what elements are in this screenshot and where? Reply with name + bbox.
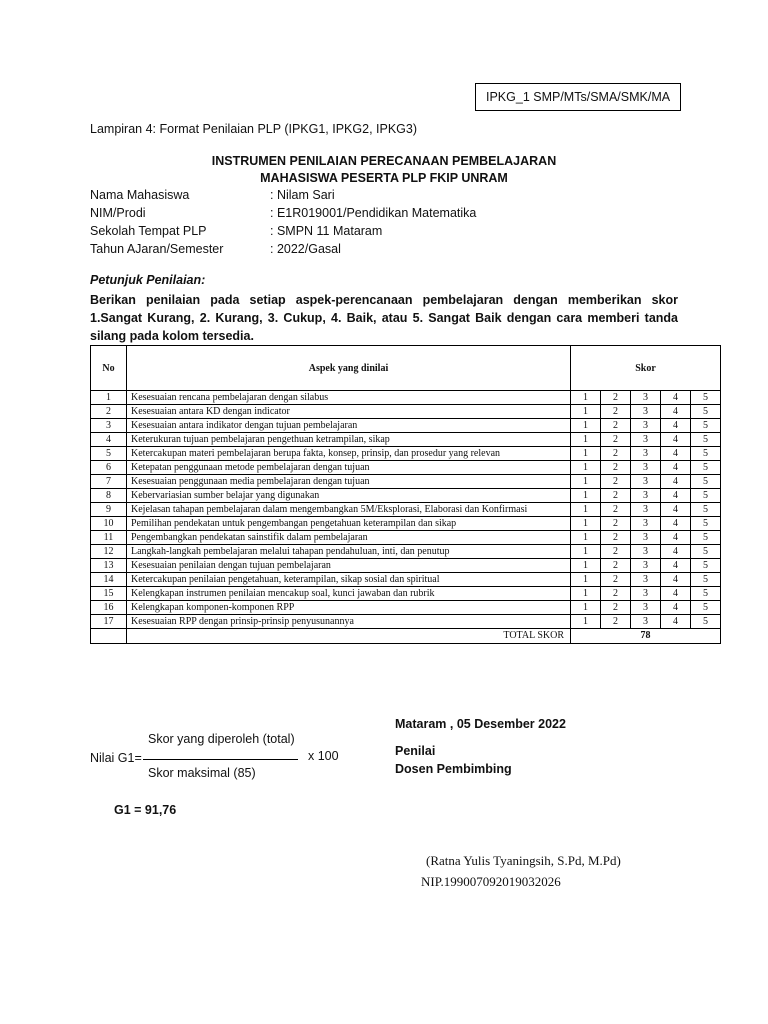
score-option-1[interactable]: 1 (571, 601, 601, 615)
score-option-4[interactable]: 4 (661, 587, 691, 601)
document-title-line1: INSTRUMEN PENILAIAN PERECANAAN PEMBELAJARAN (211, 154, 557, 168)
row-aspect: Ketercakupan materi pembelajaran berupa fakta, konsep, prinsip, dan prosedur yang relevan (127, 447, 571, 461)
row-number: 15 (91, 587, 127, 601)
row-number: 5 (91, 447, 127, 461)
document-title-line2: MAHASISWA PESERTA PLP FKIP UNRAM (260, 171, 508, 185)
row-aspect: Kesesuaian penilaian dengan tujuan pembelajaran (127, 559, 571, 573)
score-option-3[interactable]: 3 (631, 587, 661, 601)
score-option-3[interactable]: 3 (631, 573, 661, 587)
row-number: 4 (91, 433, 127, 447)
table-row (91, 433, 721, 447)
score-option-2[interactable]: 2 (601, 559, 631, 573)
info-label: Sekolah Tempat PLP (90, 224, 207, 238)
info-value: : 2022/Gasal (270, 242, 341, 256)
score-option-4[interactable]: 4 (661, 531, 691, 545)
table-row (91, 559, 721, 573)
row-aspect: Langkah-langkah pembelajaran melalui tahapan pendahuluan, inti, dan penutup (127, 545, 571, 559)
score-option-2[interactable]: 2 (601, 433, 631, 447)
row-number: 10 (91, 517, 127, 531)
score-option-1[interactable]: 1 (571, 447, 601, 461)
score-option-2[interactable]: 2 (601, 587, 631, 601)
table-row (91, 391, 721, 405)
score-option-3[interactable]: 3 (631, 517, 661, 531)
score-option-5[interactable]: 5 (691, 489, 721, 503)
score-option-5[interactable]: 5 (691, 545, 721, 559)
score-option-1[interactable]: 1 (571, 391, 601, 405)
table-row (91, 503, 721, 517)
score-option-4[interactable]: 4 (661, 545, 691, 559)
score-option-4[interactable]: 4 (661, 573, 691, 587)
table-row (91, 531, 721, 545)
score-option-2[interactable]: 2 (601, 503, 631, 517)
score-option-4[interactable]: 4 (661, 391, 691, 405)
table-row (91, 447, 721, 461)
score-table (90, 345, 721, 644)
total-score-label: TOTAL SKOR (127, 629, 571, 644)
total-row (91, 629, 721, 644)
row-number: 1 (91, 391, 127, 405)
appendix-label: Lampiran 4: Format Penilaian PLP (IPKG1, IPKG2, IPKG3) (90, 122, 418, 136)
table-row (91, 419, 721, 433)
row-number: 16 (91, 601, 127, 615)
score-option-2[interactable]: 2 (601, 447, 631, 461)
row-aspect: Kebervariasian sumber belajar yang digunakan (127, 489, 571, 503)
row-aspect: Ketepatan penggunaan metode pembelajaran dengan tujuan (127, 461, 571, 475)
score-option-2[interactable]: 2 (601, 615, 631, 629)
score-option-3[interactable]: 3 (631, 615, 661, 629)
score-option-5[interactable]: 5 (691, 461, 721, 475)
formula-numerator: Skor yang diperoleh (total) (148, 732, 295, 746)
score-option-1[interactable]: 1 (571, 419, 601, 433)
table-header-row (91, 346, 721, 391)
table-body (91, 391, 721, 644)
score-option-5[interactable]: 5 (691, 391, 721, 405)
score-option-4[interactable]: 4 (661, 405, 691, 419)
score-option-1[interactable]: 1 (571, 461, 601, 475)
score-option-2[interactable]: 2 (601, 545, 631, 559)
score-option-3[interactable]: 3 (631, 447, 661, 461)
row-aspect: Kesesuaian antara KD dengan indicator (127, 405, 571, 419)
formula-label: Nilai G1= (90, 751, 142, 765)
score-option-5[interactable]: 5 (691, 433, 721, 447)
score-option-5[interactable]: 5 (691, 517, 721, 531)
info-value: : Nilam Sari (270, 188, 335, 202)
form-code-box: IPKG_1 SMP/MTs/SMA/SMK/MA (475, 83, 681, 111)
score-option-4[interactable]: 4 (661, 503, 691, 517)
score-option-5[interactable]: 5 (691, 447, 721, 461)
instructions-title: Petunjuk Penilaian: (90, 273, 206, 287)
score-option-1[interactable]: 1 (571, 559, 601, 573)
score-option-3[interactable]: 3 (631, 601, 661, 615)
row-aspect: Keterukuran tujuan pembelajaran pengethuan ketrampilan, sikap (127, 433, 571, 447)
table-row (91, 461, 721, 475)
row-number: 2 (91, 405, 127, 419)
row-aspect: Kesesuaian RPP dengan prinsip-prinsip penyusunannya (127, 615, 571, 629)
table-row (91, 545, 721, 559)
score-option-3[interactable]: 3 (631, 531, 661, 545)
header-aspect: Aspek yang dinilai (127, 346, 571, 391)
score-option-5[interactable]: 5 (691, 573, 721, 587)
info-label: Tahun AJaran/Semester (90, 242, 224, 256)
row-number: 6 (91, 461, 127, 475)
row-aspect: Pengembangkan pendekatan sainstifik dalam pembelajaran (127, 531, 571, 545)
score-option-1[interactable]: 1 (571, 545, 601, 559)
score-option-2[interactable]: 2 (601, 573, 631, 587)
row-number: 11 (91, 531, 127, 545)
score-option-5[interactable]: 5 (691, 503, 721, 517)
score-option-1[interactable]: 1 (571, 615, 601, 629)
score-option-3[interactable]: 3 (631, 559, 661, 573)
score-option-2[interactable]: 2 (601, 405, 631, 419)
row-aspect: Ketercakupan penilaian pengetahuan, keterampilan, sikap sosial dan spiritual (127, 573, 571, 587)
score-option-3[interactable]: 3 (631, 489, 661, 503)
row-number: 9 (91, 503, 127, 517)
assessor-label: Penilai (395, 744, 436, 758)
score-option-3[interactable]: 3 (631, 461, 661, 475)
score-option-4[interactable]: 4 (661, 447, 691, 461)
header-no: No (91, 346, 127, 391)
score-option-3[interactable]: 3 (631, 419, 661, 433)
score-option-3[interactable]: 3 (631, 503, 661, 517)
score-option-5[interactable]: 5 (691, 559, 721, 573)
signer-nip: NIP.199007092019032026 (421, 874, 561, 889)
score-option-5[interactable]: 5 (691, 615, 721, 629)
table-row (91, 405, 721, 419)
row-number: 13 (91, 559, 127, 573)
score-option-3[interactable]: 3 (631, 545, 661, 559)
score-option-3[interactable]: 3 (631, 475, 661, 489)
score-option-5[interactable]: 5 (691, 587, 721, 601)
score-option-5[interactable]: 5 (691, 405, 721, 419)
row-aspect: Pemilihan pendekatan untuk pengembangan pengetahuan keterampilan dan sikap (127, 517, 571, 531)
score-option-5[interactable]: 5 (691, 601, 721, 615)
score-option-4[interactable]: 4 (661, 559, 691, 573)
total-empty-cell (91, 629, 127, 644)
score-option-3[interactable]: 3 (631, 391, 661, 405)
row-aspect: Kesesuaian penggunaan media pembelajaran dengan tujuan (127, 475, 571, 489)
score-option-2[interactable]: 2 (601, 601, 631, 615)
place-date: Mataram , 05 Desember 2022 (395, 717, 566, 731)
score-option-2[interactable]: 2 (601, 461, 631, 475)
score-option-2[interactable]: 2 (601, 391, 631, 405)
score-option-4[interactable]: 4 (661, 433, 691, 447)
row-number: 12 (91, 545, 127, 559)
row-number: 8 (91, 489, 127, 503)
score-option-1[interactable]: 1 (571, 405, 601, 419)
score-option-4[interactable]: 4 (661, 615, 691, 629)
score-option-5[interactable]: 5 (691, 419, 721, 433)
score-option-3[interactable]: 3 (631, 433, 661, 447)
table-row (91, 573, 721, 587)
info-label: NIM/Prodi (90, 206, 146, 220)
score-option-1[interactable]: 1 (571, 531, 601, 545)
row-number: 14 (91, 573, 127, 587)
score-option-3[interactable]: 3 (631, 405, 661, 419)
supervisor-label: Dosen Pembimbing (395, 762, 512, 776)
signer-name: (Ratna Yulis Tyaningsih, S.Pd, M.Pd) (426, 853, 621, 868)
score-option-2[interactable]: 2 (601, 419, 631, 433)
score-option-4[interactable]: 4 (661, 517, 691, 531)
info-value: : E1R019001/Pendidikan Matematika (270, 206, 477, 220)
g1-result: G1 = 91,76 (114, 803, 177, 817)
instructions-text: Berikan penilaian pada setiap aspek-perencanaan pembelajaran dengan memberikan skor 1.Sangat Kurang, 2. Kurang, 3. Cukup, 4. Baik, atau 5. Sangat Baik dengan cara memberi tanda silang pada kolom tersedia. (90, 293, 678, 343)
score-option-2[interactable]: 2 (601, 475, 631, 489)
score-option-1[interactable]: 1 (571, 475, 601, 489)
table-row (91, 615, 721, 629)
formula-denominator: Skor maksimal (85) (148, 766, 256, 780)
header-score: Skor (571, 346, 721, 391)
score-option-1[interactable]: 1 (571, 433, 601, 447)
total-score-value: 78 (571, 629, 721, 644)
score-option-4[interactable]: 4 (661, 489, 691, 503)
score-option-2[interactable]: 2 (601, 489, 631, 503)
row-number: 17 (91, 615, 127, 629)
info-value: : SMPN 11 Mataram (270, 224, 383, 238)
score-option-2[interactable]: 2 (601, 531, 631, 545)
table-row (91, 587, 721, 601)
row-number: 3 (91, 419, 127, 433)
score-option-5[interactable]: 5 (691, 531, 721, 545)
row-aspect: Kesesuaian rencana pembelajaran dengan silabus (127, 391, 571, 405)
row-aspect: Kelengkapan instrumen penilaian mencakup soal, kunci jawaban dan rubrik (127, 587, 571, 601)
table-row (91, 517, 721, 531)
table-row (91, 489, 721, 503)
table-row (91, 475, 721, 489)
score-option-1[interactable]: 1 (571, 517, 601, 531)
row-aspect: Kejelasan tahapan pembelajaran dalam mengembangkan 5M/Eksplorasi, Elaborasi dan Konfirmasi (127, 503, 571, 517)
score-option-4[interactable]: 4 (661, 475, 691, 489)
fraction-line (143, 759, 298, 760)
score-option-5[interactable]: 5 (691, 475, 721, 489)
score-option-1[interactable]: 1 (571, 587, 601, 601)
formula-multiplier: x 100 (308, 749, 339, 763)
score-option-2[interactable]: 2 (601, 517, 631, 531)
table-row (91, 601, 721, 615)
score-option-1[interactable]: 1 (571, 573, 601, 587)
score-option-1[interactable]: 1 (571, 503, 601, 517)
score-option-4[interactable]: 4 (661, 419, 691, 433)
info-label: Nama Mahasiswa (90, 188, 190, 202)
score-option-1[interactable]: 1 (571, 489, 601, 503)
row-aspect: Kelengkapan komponen-komponen RPP (127, 601, 571, 615)
row-aspect: Kesesuaian antara indikator dengan tujuan pembelajaran (127, 419, 571, 433)
score-option-4[interactable]: 4 (661, 461, 691, 475)
row-number: 7 (91, 475, 127, 489)
score-option-4[interactable]: 4 (661, 601, 691, 615)
